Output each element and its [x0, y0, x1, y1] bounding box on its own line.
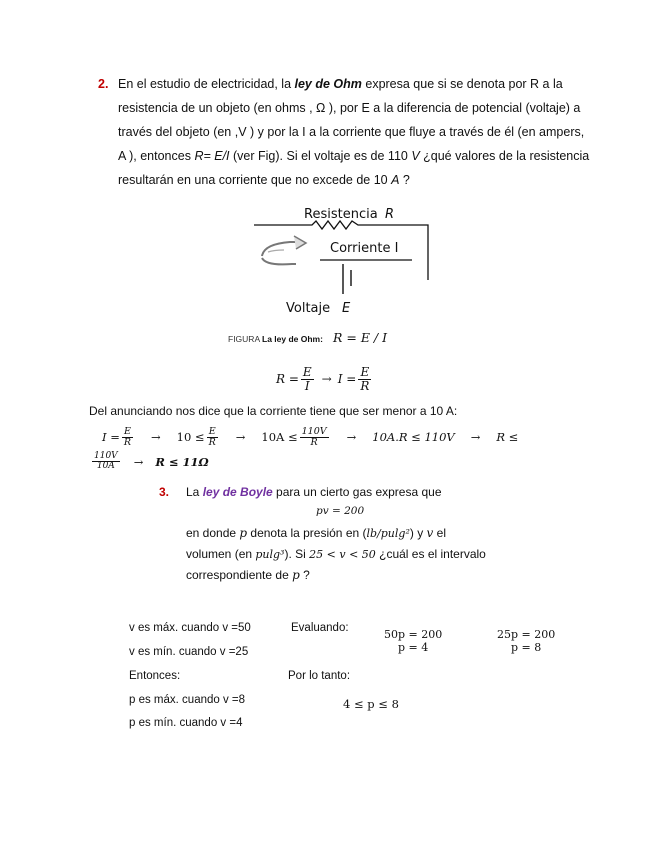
text: en donde [186, 526, 240, 540]
p-min-text: p es mín. cuando v =4 [129, 717, 243, 729]
v-min-text: v es mín. cuando v =25 [129, 646, 249, 658]
ohm-formula: R= E/I [194, 149, 230, 163]
text: (ver Fig). Si el voltaje es de 110 [229, 149, 412, 163]
boyle-law-term: ley de Boyle [202, 485, 273, 499]
arrow-icon: → [235, 430, 246, 445]
equation: 50p = 200 [384, 628, 443, 641]
caption-prefix: FIGURA [228, 334, 263, 344]
problem-2-line-3: través del objeto (en ,V ) y por la I a la corriente que fluye a través de él (en ampers, [118, 125, 585, 139]
caption-formula: R = E / I [333, 330, 388, 345]
solution-2-intro: Del anunciando nos dice que la corriente tiene que ser menor a 10 A: [89, 404, 458, 418]
problem-2-line-4 [118, 144, 589, 168]
entonces-text: Entonces: [129, 670, 181, 682]
formula-text: R = [276, 372, 299, 387]
text: ). Si [284, 547, 310, 561]
problem-3-number [159, 485, 169, 499]
text: correspondiente de [186, 568, 293, 582]
equation: p = 8 [511, 641, 542, 654]
resistance-label: Resistencia [304, 207, 378, 222]
arrow-icon: → [321, 372, 332, 387]
resistance-symbol: R [385, 207, 395, 222]
text: ¿cuál es el intervalo [375, 547, 486, 561]
v-max-text: v es máx. cuando v =50 [129, 622, 251, 634]
fraction: $\frac{110V}{10A}$ [94, 451, 118, 472]
problem-2-line-1 [118, 72, 563, 96]
fraction: $\frac{E}{R}$ [123, 426, 131, 448]
p-max-text: p es máx. cuando v =8 [129, 694, 246, 706]
text: La [186, 485, 203, 499]
unit: A [391, 173, 400, 187]
formula-text: 10A ≤ [261, 430, 298, 445]
voltage-label: Voltaje [286, 301, 331, 316]
text: para un cierto gas expresa que [272, 485, 442, 499]
text: volumen (en [186, 547, 256, 561]
unit: V [411, 149, 420, 163]
problem-3-line-3: volumen (en pulg³). Si 25 < v < 50 ¿cuál es el intervalo [186, 547, 486, 561]
problem-2-line-5 [118, 168, 410, 192]
caption-title: La ley de Ohm: [262, 334, 323, 344]
fraction: $\frac{E}{R}$ [360, 365, 370, 393]
problem-2-line-2: resistencia de un objeto (en ohms , Ω ), por E a la diferencia de potencial (voltaje) a [118, 101, 581, 115]
figure-caption [228, 332, 323, 346]
fraction: $\frac{E}{I}$ [302, 365, 312, 393]
text: el [433, 526, 447, 540]
text: En el estudio de electricidad, la [118, 77, 295, 91]
text: ? [299, 568, 310, 582]
arrow-icon: → [470, 430, 481, 445]
problem-2-number [98, 72, 108, 96]
fraction: $\frac{110V}{R}$ [301, 426, 327, 448]
voltage-symbol: E [342, 301, 351, 316]
evaluando-text: Evaluando: [291, 622, 349, 634]
evaluation-2 [497, 628, 555, 654]
current-arrow-icon [262, 236, 306, 264]
battery-icon [343, 264, 351, 294]
equation: p = 4 [398, 641, 429, 654]
arrow-icon: → [151, 430, 161, 445]
text: ? [399, 173, 410, 187]
boyle-equation: pv = 200 [316, 505, 365, 517]
ohm-formulas [276, 366, 373, 392]
problem-3-line-1 [186, 485, 442, 499]
text: resultarán en una corriente que no excede de 10 [118, 173, 392, 187]
formula-text: R ≤ [496, 430, 519, 445]
problem-3-line-2: en donde p denota la presión en (lb/pulg²) y v el [186, 526, 447, 540]
text: expresa que si se denota por R a la [361, 77, 563, 91]
problem-3-line-4: correspondiente de p ? [186, 568, 310, 582]
formula-text: I = [337, 372, 357, 387]
final-answer: R ≤ 11Ω [155, 454, 209, 469]
por-lo-tanto-text: Por lo tanto: [288, 670, 351, 682]
problem-number: 3. [159, 485, 170, 499]
ohm-circuit-figure [250, 200, 440, 322]
arrow-icon: → [133, 454, 144, 469]
arrow-icon: → [346, 430, 357, 445]
final-interval: 4 ≤ p ≤ 8 [343, 697, 399, 711]
current-label: Corriente I [330, 241, 399, 256]
solution-2-final [90, 452, 209, 472]
solution-2-steps [102, 427, 552, 448]
fraction: $\frac{E}{R}$ [208, 426, 216, 448]
ohm-law-term: ley de Ohm [294, 77, 362, 91]
text: A ), entonces [118, 149, 195, 163]
formula-text: 10A.R ≤ 110V [372, 430, 455, 445]
problem-number: 2. [98, 77, 109, 91]
formula-text: 10 ≤ [176, 430, 205, 445]
text: ¿qué valores de la resistencia [419, 149, 590, 163]
evaluation-1 [384, 628, 442, 654]
text: denota la presión en ( [247, 526, 367, 540]
equation: 25p = 200 [497, 628, 556, 641]
text: ) y [409, 526, 427, 540]
formula-text: I = [102, 430, 120, 445]
